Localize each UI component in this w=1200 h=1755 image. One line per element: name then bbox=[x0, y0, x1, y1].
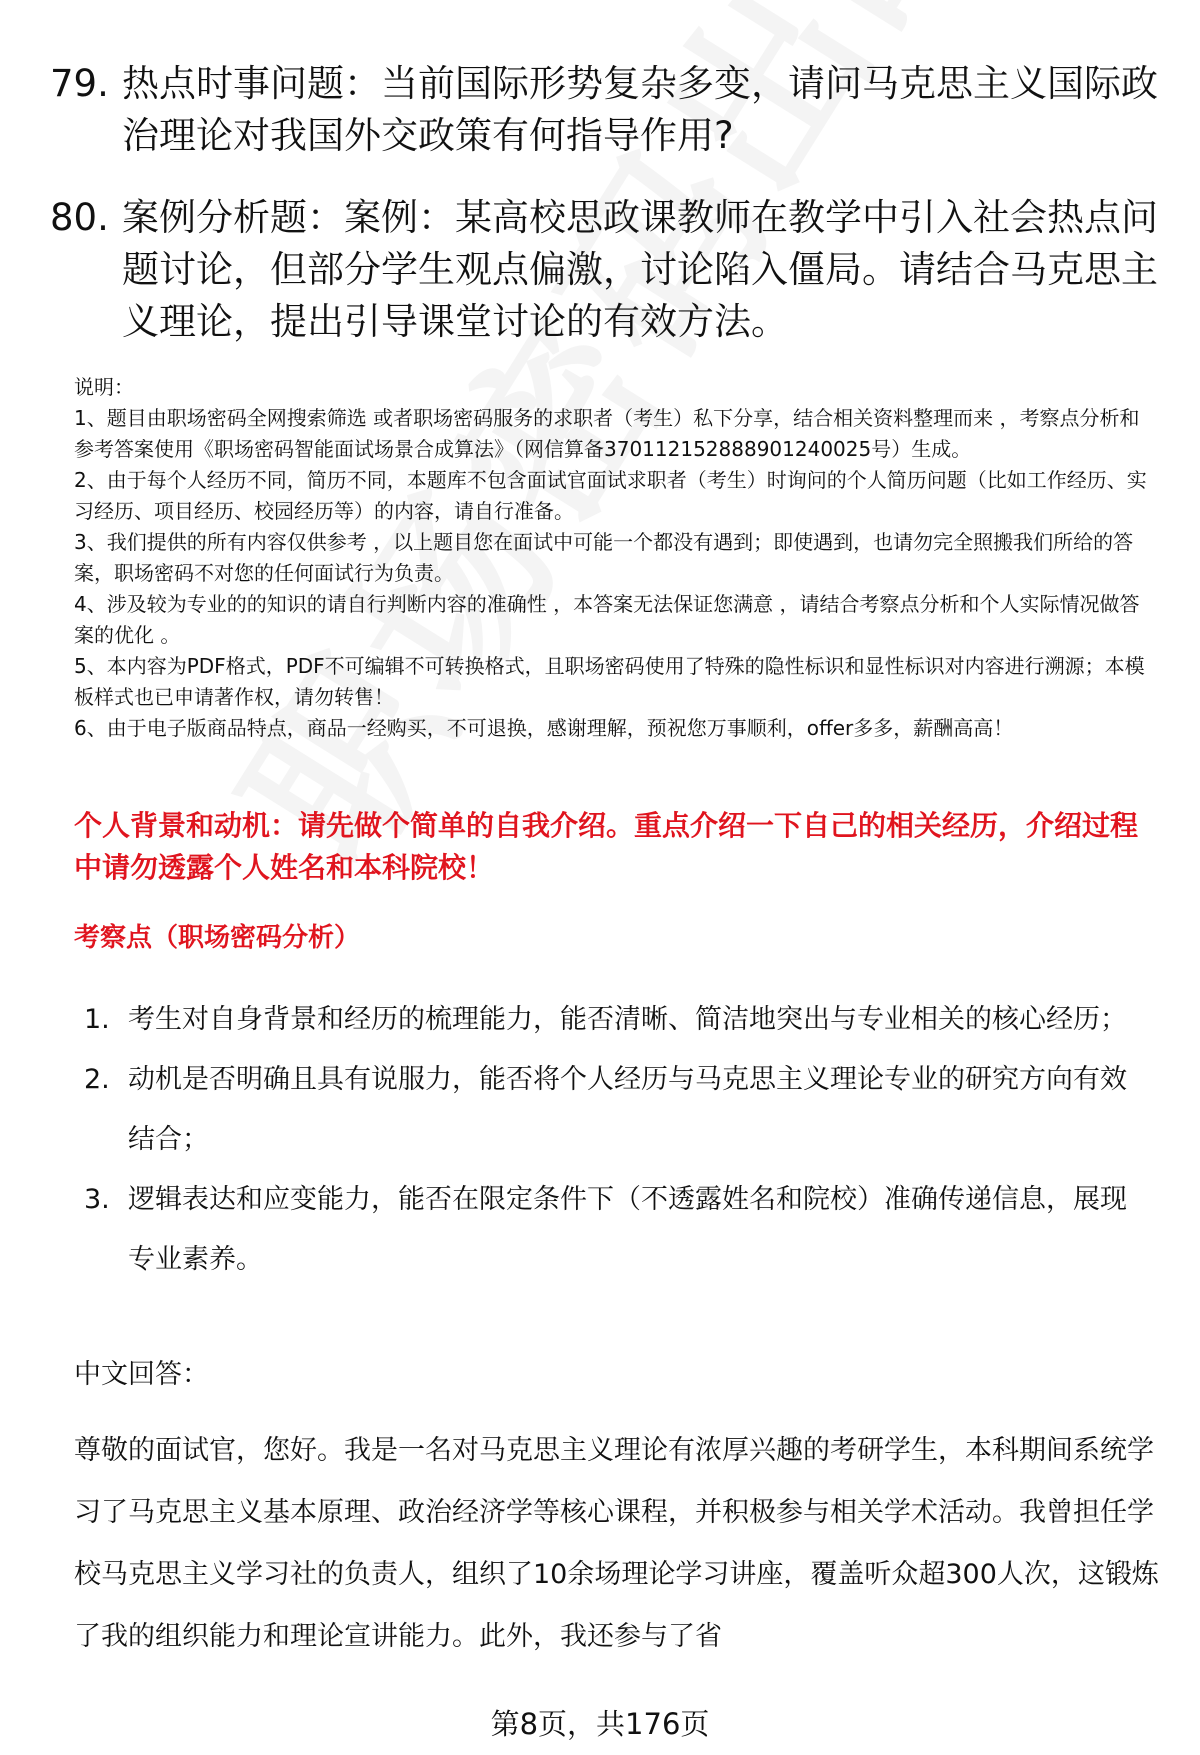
notes-title: 说明： bbox=[74, 375, 134, 399]
list-item-text: 动机是否明确且具有说服力，能否将个人经历与马克思主义理论专业的研究方向有效结合； bbox=[128, 1064, 1127, 1155]
page-number: 第8页，共176页 bbox=[490, 1707, 710, 1741]
assessment-points-list bbox=[84, 990, 1144, 1290]
answer-label: 中文回答： bbox=[74, 1359, 209, 1390]
list-item bbox=[84, 1050, 1144, 1170]
list-item bbox=[84, 990, 1144, 1050]
note-item: 4、涉及较为专业的的知识的请自行判断内容的准确性 ，本答案无法保证您满意 ，请结合考察点分析和个人实际情况做答案的优化 。 bbox=[74, 592, 1140, 647]
assessment-points-heading: 考察点（职场密码分析） bbox=[74, 923, 361, 953]
notes-section bbox=[74, 372, 1159, 744]
note-item: 1、题目由职场密码全网搜索筛选 或者职场密码服务的求职者（考生）私下分享，结合相关资料整理而来 ，考察点分析和参考答案使用《职场密码智能面试场景合成算法》（网信算备370112152888901240025号）生成。 bbox=[74, 406, 1140, 461]
list-item-text: 考生对自身背景和经历的梳理能力，能否清晰、简洁地突出与专业相关的核心经历； bbox=[128, 1004, 1127, 1035]
background-question-heading: 个人背景和动机：请先做个简单的自我介绍。重点介绍一下自己的相关经历，介绍过程中请勿透露个人姓名和本科院校！ bbox=[74, 809, 1139, 884]
question-number: 80. bbox=[50, 196, 109, 239]
list-item-number: 2. bbox=[84, 1064, 110, 1095]
note-item: 6、由于电子版商品特点，商品一经购买，不可退换，感谢理解，预祝您万事顺利，offer多多，薪酬高高！ bbox=[74, 716, 1014, 740]
list-item-number: 3. bbox=[84, 1184, 110, 1215]
question-text: 案例分析题：案例：某高校思政课教师在教学中引入社会热点问题讨论，但部分学生观点偏激，讨论陷入僵局。请结合马克思主义理论，提出引导课堂讨论的有效方法。 bbox=[122, 196, 1158, 343]
question-number: 79. bbox=[50, 62, 109, 105]
list-item-text: 逻辑表达和应变能力，能否在限定条件下（不透露姓名和院校）准确传递信息，展现专业素养。 bbox=[128, 1184, 1127, 1275]
list-item bbox=[84, 1170, 1144, 1290]
note-item: 5、本内容为PDF格式，PDF不可编辑不可转换格式，且职场密码使用了特殊的隐性标识和显性标识对内容进行溯源；本模板样式也已申请著作权，请勿转售！ bbox=[74, 654, 1145, 709]
note-item: 3、我们提供的所有内容仅供参考 ，以上题目您在面试中可能一个都没有遇到；即使遇到，也请勿完全照搬我们所给的答案，职场密码不对您的任何面试行为负责。 bbox=[74, 530, 1134, 585]
question-79 bbox=[50, 58, 1160, 162]
question-text: 热点时事问题：当前国际形势复杂多变，请问马克思主义国际政治理论对我国外交政策有何指导作用? bbox=[122, 62, 1158, 157]
note-item: 2、由于每个人经历不同，简历不同，本题库不包含面试官面试求职者（考生）时询问的个人简历问题（比如工作经历、实习经历、项目经历、校园经历等）的内容，请自行准备。 bbox=[74, 468, 1147, 523]
answer-text: 尊敬的面试官，您好。我是一名对马克思主义理论有浓厚兴趣的考研学生，本科期间系统学习了马克思主义基本原理、政治经济学等核心课程，并积极参与相关学术活动。我曾担任学校马克思主义学习社的负责人，组织了10余场理论学习讲座，覆盖听众超300人次，这锻炼了我的组织能力和理论宣讲能力。此外，我还参与了省 bbox=[74, 1435, 1159, 1652]
question-80 bbox=[50, 192, 1160, 348]
list-item-number: 1. bbox=[84, 1004, 110, 1035]
